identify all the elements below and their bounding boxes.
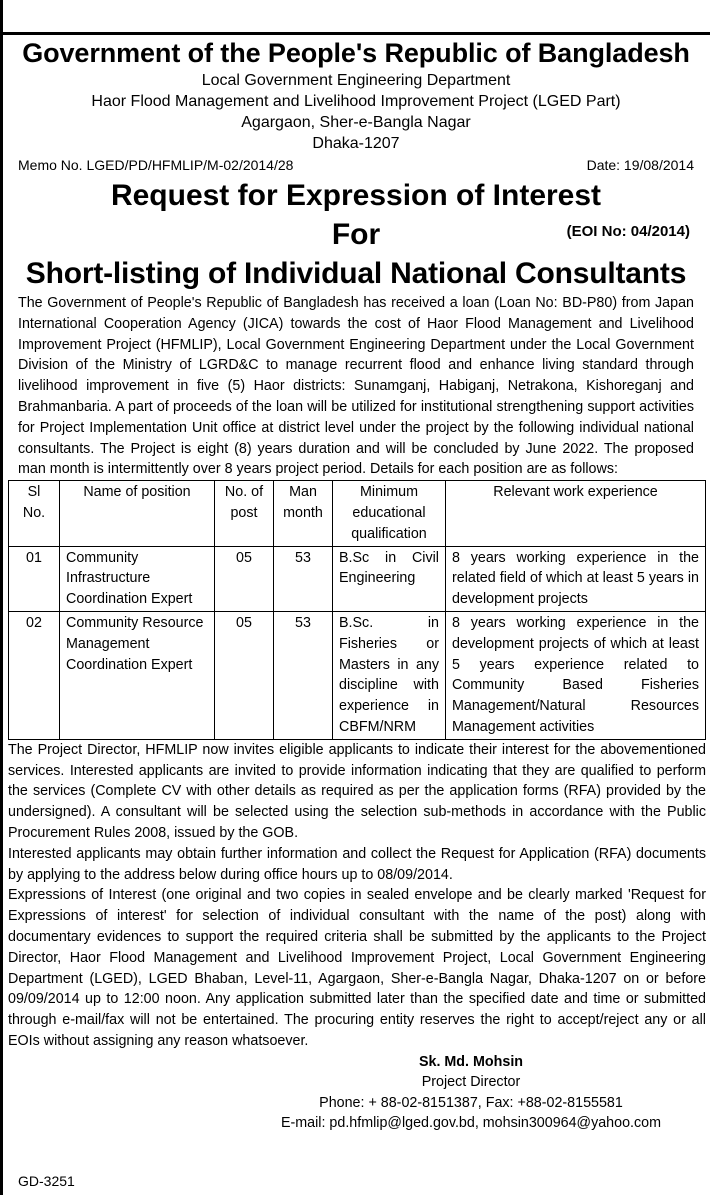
title-line-1: Request for Expression of Interest — [110, 179, 602, 212]
cell-man-month: 53 — [274, 611, 333, 739]
memo-date: Date: 19/08/2014 — [586, 157, 694, 173]
info-paragraph: Interested applicants may obtain further information and collect the Request for Application (RFA) documents by applying to the address below during office hours up to 08/09/2014. — [8, 845, 706, 883]
title-line-3: Short-listing of Individual National Consultants — [25, 257, 687, 290]
header-posts: No. of post — [215, 481, 274, 546]
cell-name: Community Infrastructure Coordination Expert — [60, 546, 215, 611]
cell-sl: 01 — [9, 546, 60, 611]
positions-table — [8, 480, 706, 740]
eoi-notice — [8, 36, 706, 1134]
header-name: Name of position — [60, 481, 215, 546]
submission-paragraph: Expressions of Interest (one original and two copies in sealed envelope and be clearly marked 'Request for Expressions of interest' for selection of individual consultant with the name of the post) along with documentary evidences to support the required criteria shall be submitted by the applicants to the Project Director, Haor Flood Management and Livelihood Improvement Project, Local Government Engineering Department (LGED), LGED Bhaban, Level-11, Agargaon, Sher-e-Bangla Nagar, Dhaka-1207 on or before 09/09/2014 up to 12:00 noon. Any application submitted later than the specified date and time or submitted through e-mail/fax will not be entertained. The procuring entity reserves the right to accept/reject any or all EOIs without assigning any reason whatsoever. — [8, 887, 706, 1049]
memo-number: Memo No. LGED/PD/HFMLIP/M-02/2014/28 — [18, 157, 294, 173]
header-man-month: Man month — [274, 481, 333, 546]
table-row — [9, 546, 706, 611]
title-line-2: For — [331, 218, 381, 251]
signatory-email: E-mail: pd.hfmlip@lged.gov.bd, mohsin300964@yahoo.com — [280, 1115, 662, 1132]
signatory-designation: Project Director — [421, 1074, 521, 1091]
header-experience: Relevant work experience — [446, 481, 706, 546]
intro-text: The Government of People's Republic of Bangladesh has received a loan (Loan No: BD-P80) from Japan International Cooperation Agency (JICA) towards the cost of Haor Flood Management and Livelihood Improvement Project (HFMLIP), Local Government Engineering Department under the Local Government Division of the Ministry of LGRD&C to manage recurrent flood and enhance living standard through livelihood improvement in five (5) Haor districts: Sunamganj, Habiganj, Netrakona, Kishoreganj and Brahmanbaria. A part of proceeds of the loan will be utilized for institutional strengthening support activities for Project Implementation Unit office at district level under the project by the following individual national consultants. The Project is eight (8) years duration and will be concluded by June 2022. The proposed man month is intermittently over 8 years project period. Details for each position are as follows: — [18, 295, 694, 478]
government-heading: Government of the People's Republic of Bangladesh — [22, 38, 690, 68]
title-for-row — [18, 215, 694, 255]
department-line: Local Government Engineering Department — [201, 72, 511, 89]
header-qualification: Minimum educational qualification — [333, 481, 446, 546]
intro-paragraph — [18, 293, 694, 480]
top-border-rule — [3, 32, 710, 35]
header-sl: Sl No. — [9, 481, 60, 546]
cell-posts: 05 — [215, 611, 274, 739]
eoi-number: (EOI No: 04/2014) — [566, 223, 690, 240]
address-line-2: Dhaka-1207 — [312, 135, 400, 152]
address-line-1: Agargaon, Sher-e-Bangla Nagar — [241, 114, 471, 131]
cell-experience: 8 years working experience in the development projects of which at least 5 years experience related to Community Based Fisheries Management/Natural Resources Management activities — [446, 611, 706, 739]
signature-block — [248, 1052, 694, 1134]
left-border-rule — [0, 0, 3, 1195]
cell-experience: 8 years working experience in the related field of which at least 5 years in development projects — [446, 546, 706, 611]
table-row — [9, 611, 706, 739]
footer-code: GD-3251 — [18, 1173, 75, 1189]
memo-row — [18, 155, 694, 175]
invite-paragraph: The Project Director, HFMLIP now invites eligible applicants to indicate their interest for the abovementioned services. Interested applicants are invited to provide information indicating that they are qualified to perform the services (Complete CV with other details as required as per the application forms (RFA) provided by the undersigned). A consultant will be selected using the selection sub-methods in accordance with the Public Procurement Rules 2008, issued by the GOB. — [8, 741, 706, 841]
cell-name: Community Resource Management Coordination Expert — [60, 611, 215, 739]
table-header-row — [9, 481, 706, 546]
cell-qualification: B.Sc. in Fisheries or Masters in any discipline with experience in CBFM/NRM — [333, 611, 446, 739]
signatory-phone: Phone: + 88-02-8151387, Fax: +88-02-8155581 — [319, 1094, 623, 1111]
signatory-name: Sk. Md. Mohsin — [418, 1053, 524, 1070]
cell-posts: 05 — [215, 546, 274, 611]
closing-paragraphs — [8, 740, 706, 1052]
cell-qualification: B.Sc in Civil Engineering — [333, 546, 446, 611]
cell-man-month: 53 — [274, 546, 333, 611]
cell-sl: 02 — [9, 611, 60, 739]
project-line: Haor Flood Management and Livelihood Improvement Project (LGED Part) — [91, 93, 621, 110]
